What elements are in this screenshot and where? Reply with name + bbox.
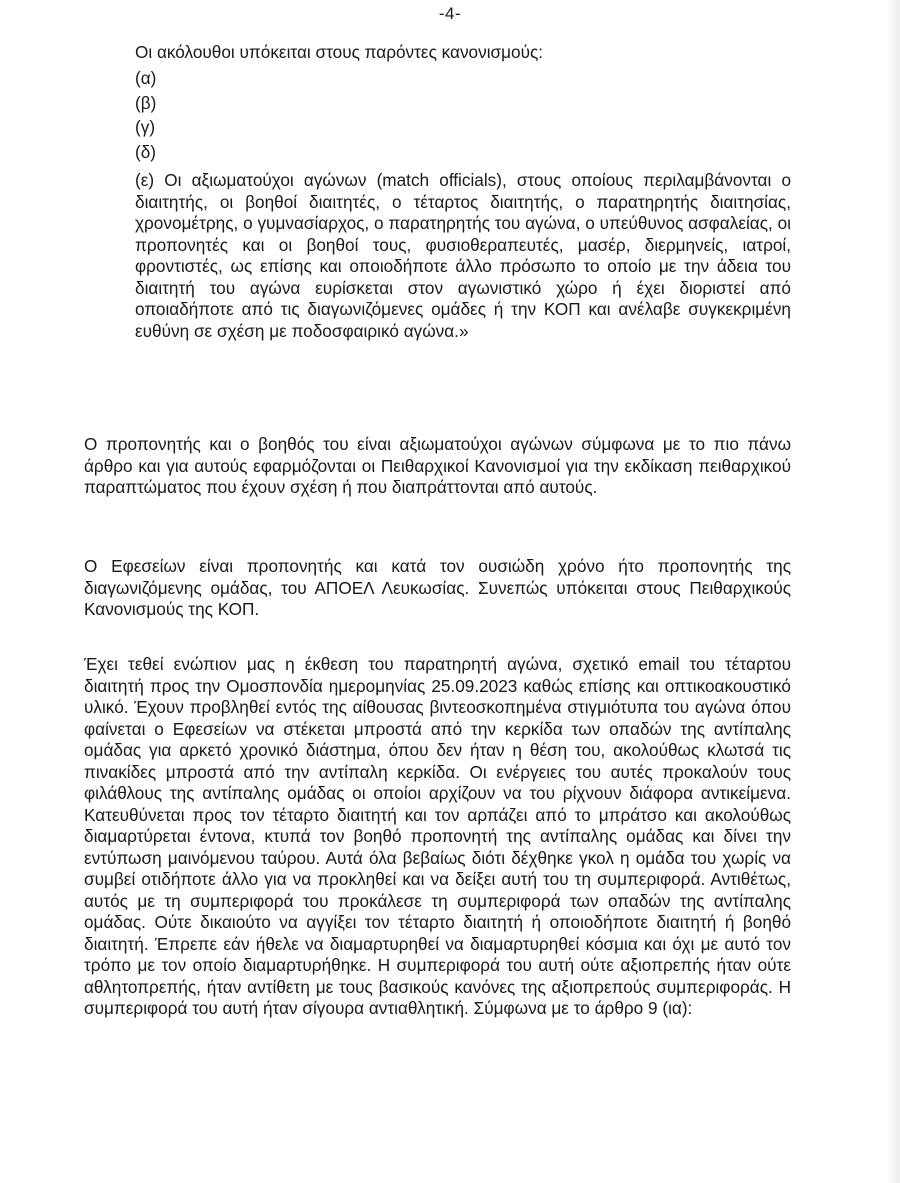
page-number: -4-	[438, 4, 462, 23]
list-item-e: (ε) Οι αξιωματούχοι αγώνων (match officials), στους οποίους περιλαμβάνονται ο διαιτητής, οι βοηθοί διαιτητές, ο τέταρτος διαιτητής, ο παρατηρητής διαιτησίας, χρονομέτρης, ο γυμνασίαρχος, ο παρατηρητής του αγώνα, ο υπεύθυνος ασφαλείας, οι προπονητές και οι βοηθοί τους, φυσιοθεραπευτές, μασέρ, διερμηνείς, ιατροί, φροντιστές, ως επίσης και οποιοδήποτε άλλο πρόσωπο το οποίο με την άδεια του διαιτητή του αγώνα ευρίσκεται στον αγωνιστικό χώρο ή έχει διοριστεί από οποιαδήποτε από τις διαγωνιζόμενες ομάδες ή την ΚΟΠ και ανέλαβε συγκεκριμένη ευθύνη σε σχέση με ποδοσφαιρικό αγώνα.»	[135, 170, 791, 341]
list-item-b: (β)	[135, 92, 157, 113]
enumerated-list	[135, 66, 791, 164]
list-item-a: (α)	[135, 68, 157, 88]
paragraph-officials: Ο προπονητής και ο βοηθός του είναι αξιωματούχοι αγώνων σύμφωνα με το πιο πάνω άρθρο και για αυτούς εφαρμόζονται οι Πειθαρχικοί Κανονισμοί για την εκδίκαση πειθαρχικού παραπτώματος που έχουν σχέση ή που διαπράττονται από αυτούς.	[84, 434, 791, 497]
paragraph-appellant: Ο Εφεσείων είναι προπονητής και κατά τον ουσιώδη χρόνο ήτο προπονητής της διαγωνιζόμενης ομάδας, του ΑΠΟΕΛ Λευκωσίας. Συνεπώς υπόκειται στους Πειθαρχικούς Κανονισμούς της ΚΟΠ.	[84, 556, 791, 619]
page-edge-shadow	[886, 0, 900, 1183]
paragraph-evidence: Έχει τεθεί ενώπιον μας η έκθεση του παρατηρητή αγώνα, σχετικό email του τέταρτου διαιτητή προς την Ομοσπονδία ημερομηνίας 25.09.2023 καθώς επίσης και οπτικοακουστικό υλικό. Έχουν προβληθεί εντός της αίθουσας βιντεοσκοπημένα στιγμιότυπα του αγώνα όπου φαίνεται ο Εφεσείων να στέκεται μπροστά από την κερκίδα των οπαδών της αντίπαλης ομάδας για αρκετό χρονικό διάστημα, όπου δεν ήταν η θέση του, ακολούθως κλωτσά τις πινακίδες μπροστά από την αντίπαλη κερκίδα. Οι ενέργειες του αυτές προκαλούν τους φιλάθλους της αντίπαλης ομάδας οι οποίοι αρχίζουν να του ρίχνουν διάφορα αντικείμενα. Κατευθύνεται προς τον τέταρτο διαιτητή και τον αρπάζει από το μπράτσο και ακολούθως διαμαρτύρεται έντονα, κτυπά τον βοηθό προπονητή της αντίπαλης ομάδας και δίνει την εντύπωση μαινόμενου ταύρου. Αυτά όλα βεβαίως διότι δέχθηκε γκολ η ομάδα του χωρίς να συμβεί οτιδήποτε άλλο για να προκληθεί και να δείξει αυτή του τη συμπεριφορά. Αντιθέτως, αυτός με τη συμπεριφορά του προκάλεσε τη συμπεριφορά των οπαδών της αντίπαλης ομάδας. Ούτε δικαιούτο να αγγίξει τον τέταρτο διαιτητή ή οποιοδήποτε διαιτητή ή βοηθό διαιτητή. Έπρεπε εάν ήθελε να διαμαρτυρηθεί να διαμαρτυρηθεί κόσμια και όχι με αυτό τον τρόπο με τον οποίο διαμαρτυρήθηκε. Η συμπεριφορά του αυτή ούτε αξιοπρεπής ήταν ούτε αθλητοπρεπής, ήταν αντίθετη με τους βασικούς κανόνες της αξιοπρεπούς συμπεριφοράς. Η συμπεριφορά του αυτή ήταν σίγουρα αντιαθλητική. Σύμφωνα με το άρθρο 9 (ια):	[84, 654, 791, 1018]
intro-line: Οι ακόλουθοι υπόκειται στους παρόντες κανονισμούς:	[135, 42, 544, 62]
list-item-c: (γ)	[135, 117, 156, 137]
list-item-d: (δ)	[135, 141, 157, 162]
